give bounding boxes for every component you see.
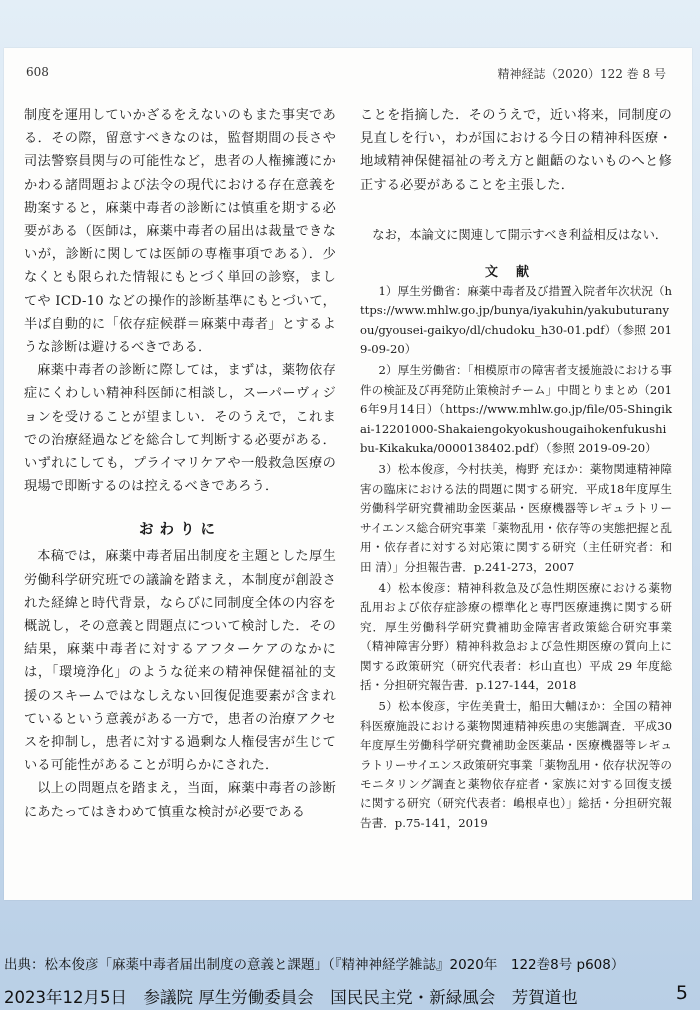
conflict-of-interest: なお，本論文に関連して開示すべき利益相反はない．: [372, 227, 668, 242]
journal-citation: 精神経誌（2020）122 巻 8 号: [497, 67, 666, 81]
paragraph-2: 麻薬中毒者の診断に際しては，まずは，薬物依存症にくわしい精神科医師に相談し，スーパーヴィジョンを受けることが望ましい．そのうえで，これまでの治療経過などを総合して判断する必要がある．いずれにしても，プライマリケアや一般救急医療の現場で即断するのは控えるべきであろう．: [24, 363, 336, 495]
reference-item: 4）松本俊彦：精神科救急及び急性期医療における薬物乱用および依存症診療の標準化と専門医療連携に関する研究．厚生労働科学研究費補助金障害者政策総合研究事業（精神障害分野）精神科救急および急性期医療の質向上に関する政策研究（研究代表者：杉山直也）平成 29 年度総括・分担研究報告書．p.127-144，2018: [360, 580, 672, 692]
source-citation: 出典：松本俊彦「麻薬中毒者届出制度の意義と課題」（『精神神経学雑誌』2020年 122巻8号 p608）: [4, 957, 625, 973]
scanned-journal-page: [4, 48, 692, 900]
slide-number: 5: [675, 982, 688, 1004]
reference-item: 2）厚生労働省：「相模原市の障害者支援施設における事件の検証及び再発防止策検討チーム」中間とりまとめ（2016年9月14日）（https://www.mhlw.go.jp/file/05-Shingikai-12201000-Shakaiengokyokushougaihokenfukushibu-Kikakuka/0000138402.pdf）（参照 2019-09-20）: [360, 363, 672, 456]
section-heading-conclusion: おわりに: [139, 521, 221, 539]
paragraph-3: 本稿では，麻薬中毒者届出制度を主題とした厚生労働科学研究班での議論を踏まえ，本制度が創設された経緯と時代背景，ならびに同制度全体の内容を概説し，その意義と問題点について検討した．その結果，麻薬中毒者に対するアフターケアのなかには，「環境浄化」のような従来の精神保健福祉的支援のスキームではなしえない回復促進要素が含まれているという意義がある一方で，患者の治療アクセスを抑制し，患者に対する過剰な人権侵害が生じている可能性があることが明らかにされた．: [24, 549, 336, 774]
page-number: 608: [26, 65, 49, 79]
reference-item: 3）松本俊彦，今村扶美，梅野 充ほか：薬物関連精神障害の臨床における法的問題に関する研究．平成18年度厚生労働科学研究費補助金医薬品・医療機器等レギュラトリーサイエンス総合研究事業「薬物乱用・依存等の実態把握と乱用・依存者に対する対応策に関する研究（主任研究者：和田 清）」分担報告書．p.241-273，2007: [360, 462, 672, 574]
slide-footer: 2023年12月5日 参議院 厚生労働委員会 国民民主党・新緑風会 芳賀道也: [4, 988, 578, 1007]
reference-item: 5）松本俊彦，宇佐美貴士，船田大輔ほか：全国の精神科医療施設における薬物関連精神疾患の実態調査．平成30年度厚生労働科学研究費補助金医薬品・医療機器等レギュラトリーサイエンス政策研究事業「薬物乱用・依存状況等のモニタリング調査と薬物依存症者・家族に対する回復支援に関する研究（研究代表者：嶋根卓也）」総括・分担研究報告書．p.75-141，2019: [360, 699, 672, 830]
paragraph-continued: ことを指摘した．そのうえで，近い将来，同制度の見直しを行い，わが国における今日の精神科医療・地域精神保健福祉の考え方と齟齬のないものへと修正する必要があることを主張した．: [360, 108, 672, 193]
paragraph-1: 制度を運用していかざるをえないのもまた事実である．その際，留意すべきなのは，監督期間の長さや司法警察員関与の可能性など，患者の人権擁護にかかわる諸問題および法令の現代における存在意義を勘案すると，麻薬中毒者の診断には慎重を期する必要がある（医師は，麻薬中毒者の届出は裁量できないが，診断に関しては医師の専権事項である）．少なくとも限られた情報にもとづく単回の診察，ましてや ICD-10 などの操作的診断基準にもとづいて，半ば自動的に「依存症候群＝麻薬中毒者」とするような診断は避けるべきである．: [24, 108, 336, 356]
reference-item: 1）厚生労働省：麻薬中毒者及び措置入院者年次状況（https://www.mhlw.go.jp/bunya/iyakuhin/yakubuturanyou/gyousei-gaikyo/dl/chudoku_h30-01.pdf）（参照 2019-09-20）: [360, 283, 672, 357]
right-column: [360, 104, 672, 835]
paragraph-4: 以上の問題点を踏まえ，当面，麻薬中毒者の診断にあたってはきわめて慎重な検討が必要である: [24, 781, 336, 820]
left-column: [24, 104, 336, 824]
references-heading: 文献: [484, 264, 547, 280]
